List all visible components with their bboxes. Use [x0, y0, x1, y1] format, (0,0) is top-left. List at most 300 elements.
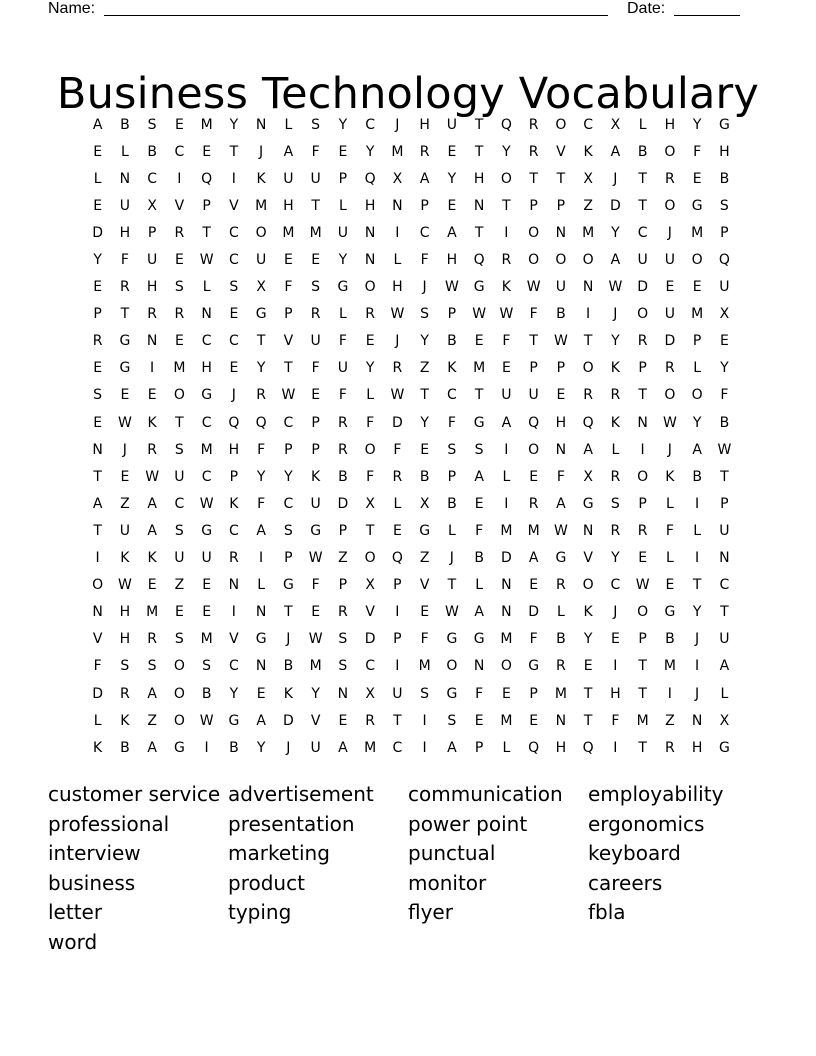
- grid-letter: E: [638, 550, 648, 567]
- grid-letter: P: [284, 306, 293, 323]
- grid-letter: E: [311, 387, 321, 404]
- grid-letter: N: [473, 658, 485, 675]
- grid-letter: G: [718, 739, 730, 756]
- grid-row: [84, 355, 738, 382]
- grid-letter: E: [147, 577, 157, 594]
- word-bank-item: monitor: [408, 870, 487, 895]
- grid-letter: W: [444, 604, 459, 621]
- grid-letter: J: [613, 306, 618, 323]
- grid-letter: E: [501, 685, 511, 702]
- grid-letter: R: [610, 387, 621, 404]
- grid-letter: O: [528, 252, 540, 269]
- grid-letter: E: [529, 712, 539, 729]
- grid-letter: Y: [338, 252, 348, 269]
- grid-letter: O: [173, 387, 185, 404]
- grid-letter: U: [337, 360, 348, 377]
- grid-letter: L: [693, 360, 702, 377]
- grid-letter: H: [283, 197, 294, 214]
- grid-letter: T: [720, 468, 729, 485]
- grid-letter: E: [120, 387, 130, 404]
- grid-letter: T: [229, 143, 239, 160]
- grid-row: [84, 626, 738, 653]
- grid-letter: B: [229, 739, 239, 756]
- grid-letter: U: [283, 170, 294, 187]
- grid-letter: A: [610, 252, 621, 269]
- grid-letter: C: [583, 116, 594, 133]
- grid-letter: Z: [120, 495, 130, 512]
- grid-letter: Y: [420, 414, 429, 431]
- grid-letter: S: [174, 441, 184, 458]
- grid-letter: B: [120, 116, 130, 133]
- grid-letter: R: [637, 333, 648, 350]
- grid-letter: R: [147, 306, 157, 323]
- grid-letter: G: [255, 631, 267, 648]
- grid-letter: H: [691, 739, 703, 756]
- grid-letter: S: [447, 712, 457, 729]
- grid-letter: M: [418, 658, 431, 675]
- grid-letter: D: [364, 631, 376, 648]
- grid-letter: R: [310, 306, 321, 323]
- grid-letter: L: [393, 495, 402, 512]
- grid-letter: H: [119, 631, 131, 648]
- grid-letter: R: [365, 306, 375, 323]
- grid-letter: B: [637, 143, 648, 160]
- grid-letter: S: [311, 279, 321, 296]
- grid-letter: N: [146, 333, 158, 350]
- grid-letter: T: [365, 522, 375, 539]
- grid-letter: C: [174, 495, 185, 512]
- grid-letter: T: [175, 414, 184, 431]
- grid-letter: Z: [665, 712, 675, 729]
- grid-letter: F: [556, 468, 565, 485]
- grid-letter: T: [284, 360, 293, 377]
- grid-letter: S: [202, 658, 212, 675]
- grid-letter: I: [695, 658, 700, 675]
- grid-letter: Z: [174, 577, 185, 594]
- word-bank-item: word: [48, 929, 98, 954]
- grid-letter: N: [501, 577, 512, 594]
- grid-letter: C: [201, 333, 212, 350]
- grid-letter: U: [446, 116, 457, 133]
- grid-letter: L: [338, 306, 347, 323]
- grid-letter: Y: [611, 550, 620, 567]
- grid-letter: O: [364, 550, 376, 567]
- grid-letter: N: [582, 279, 594, 296]
- grid-letter: S: [420, 306, 430, 323]
- word-bank-item: marketing: [228, 841, 330, 866]
- grid-letter: T: [583, 685, 593, 702]
- grid-letter: U: [310, 495, 321, 512]
- grid-letter: C: [174, 143, 185, 160]
- grid-letter: B: [338, 468, 348, 485]
- grid-letter: F: [529, 631, 538, 648]
- page-title: Business Technology Vocabulary: [56, 68, 760, 119]
- grid-letter: J: [422, 279, 427, 296]
- grid-letter: H: [228, 441, 240, 458]
- grid-letter: R: [556, 577, 566, 594]
- grid-letter: I: [395, 604, 400, 621]
- grid-letter: H: [664, 116, 676, 133]
- grid-letter: S: [474, 441, 484, 458]
- grid-letter: L: [638, 116, 647, 133]
- grid-letter: E: [474, 712, 484, 729]
- grid-letter: E: [311, 252, 321, 269]
- grid-letter: Y: [365, 360, 375, 377]
- grid-letter: Y: [692, 414, 702, 431]
- grid-letter: F: [447, 414, 456, 431]
- grid-letter: M: [309, 658, 322, 675]
- grid-letter: R: [120, 279, 130, 296]
- grid-letter: R: [583, 387, 593, 404]
- grid-letter: P: [638, 495, 647, 512]
- grid-letter: V: [310, 712, 321, 729]
- grid-letter: A: [147, 739, 157, 756]
- grid-letter: P: [529, 685, 538, 702]
- grid-letter: N: [255, 116, 267, 133]
- grid-letter: P: [474, 739, 484, 756]
- grid-letter: R: [501, 252, 512, 269]
- grid-letter: R: [120, 685, 130, 702]
- grid-letter: T: [120, 306, 130, 323]
- grid-letter: H: [419, 116, 430, 133]
- grid-letter: E: [474, 495, 484, 512]
- grid-letter: L: [93, 712, 102, 729]
- grid-letter: L: [284, 116, 293, 133]
- grid-row: [84, 192, 738, 219]
- letter-grid: [84, 111, 738, 761]
- grid-letter: V: [283, 333, 294, 350]
- grid-row: [84, 463, 738, 490]
- grid-letter: G: [310, 522, 322, 539]
- grid-letter: H: [555, 414, 567, 431]
- grid-row: [84, 165, 738, 192]
- grid-letter: P: [556, 197, 566, 214]
- grid-row: [84, 409, 738, 436]
- grid-letter: E: [147, 387, 157, 404]
- grid-letter: E: [338, 143, 348, 160]
- grid-letter: F: [311, 577, 320, 594]
- date-blank-line: [674, 0, 740, 16]
- grid-letter: U: [719, 631, 730, 648]
- grid-row: [84, 138, 738, 165]
- grid-letter: E: [93, 414, 103, 431]
- grid-letter: Y: [720, 360, 729, 377]
- grid-letter: E: [93, 360, 103, 377]
- grid-letter: A: [92, 116, 103, 133]
- grid-letter: C: [228, 522, 239, 539]
- grid-letter: R: [338, 441, 348, 458]
- grid-letter: Q: [255, 414, 267, 431]
- grid-letter: O: [528, 441, 540, 458]
- grid-letter: C: [365, 658, 376, 675]
- grid-letter: H: [119, 604, 131, 621]
- grid-letter: W: [117, 414, 132, 431]
- grid-letter: C: [283, 414, 294, 431]
- grid-row: [84, 490, 738, 517]
- grid-letter: V: [365, 604, 375, 621]
- grid-letter: K: [256, 170, 266, 187]
- grid-letter: X: [392, 170, 403, 187]
- grid-letter: A: [147, 522, 157, 539]
- grid-letter: N: [555, 441, 567, 458]
- grid-letter: W: [390, 387, 405, 404]
- grid-letter: W: [553, 333, 568, 350]
- grid-letter: T: [447, 577, 457, 594]
- grid-row: [84, 382, 738, 409]
- grid-letter: E: [447, 143, 457, 160]
- grid-letter: E: [174, 116, 184, 133]
- grid-letter: R: [665, 739, 675, 756]
- grid-letter: B: [120, 739, 130, 756]
- word-bank-item: fbla: [588, 900, 626, 925]
- grid-letter: M: [554, 685, 567, 702]
- grid-letter: A: [147, 495, 157, 512]
- grid-letter: T: [638, 197, 647, 214]
- grid-letter: M: [200, 116, 213, 133]
- grid-row: [84, 599, 738, 626]
- grid-letter: E: [202, 143, 212, 160]
- grid-letter: F: [475, 522, 484, 539]
- grid-letter: R: [229, 550, 239, 567]
- grid-letter: O: [664, 143, 676, 160]
- grid-letter: S: [120, 658, 130, 675]
- grid-letter: T: [556, 170, 566, 187]
- grid-letter: O: [582, 252, 594, 269]
- grid-letter: Y: [256, 739, 266, 756]
- grid-letter: T: [93, 468, 102, 485]
- grid-letter: S: [147, 116, 157, 133]
- grid-letter: K: [447, 360, 457, 377]
- grid-letter: R: [338, 414, 348, 431]
- grid-letter: M: [364, 739, 377, 756]
- grid-letter: O: [500, 170, 512, 187]
- grid-letter: T: [638, 739, 647, 756]
- grid-letter: J: [667, 441, 672, 458]
- grid-letter: T: [720, 604, 729, 621]
- grid-letter: G: [664, 604, 676, 621]
- grid-letter: N: [501, 604, 512, 621]
- grid-letter: Y: [284, 468, 293, 485]
- grid-letter: N: [691, 712, 703, 729]
- grid-letter: N: [364, 252, 376, 269]
- grid-letter: K: [583, 143, 593, 160]
- grid-letter: K: [93, 739, 103, 756]
- grid-letter: P: [638, 631, 647, 648]
- grid-letter: H: [610, 685, 621, 702]
- grid-letter: R: [392, 360, 403, 377]
- grid-letter: E: [229, 360, 239, 377]
- grid-letter: M: [309, 224, 322, 241]
- grid-letter: V: [174, 197, 185, 214]
- grid-letter: B: [201, 685, 212, 702]
- grid-letter: T: [638, 170, 647, 187]
- grid-letter: B: [665, 631, 675, 648]
- grid-letter: W: [145, 468, 160, 485]
- grid-letter: Q: [364, 170, 376, 187]
- grid-letter: L: [665, 550, 674, 567]
- grid-letter: Q: [391, 550, 403, 567]
- grid-letter: P: [556, 360, 566, 377]
- grid-letter: D: [528, 604, 540, 621]
- grid-letter: C: [365, 116, 376, 133]
- grid-letter: G: [555, 550, 567, 567]
- word-bank-item: typing: [228, 900, 292, 925]
- grid-letter: C: [283, 495, 294, 512]
- grid-letter: I: [422, 739, 427, 756]
- grid-letter: Y: [93, 252, 102, 269]
- grid-row: [84, 572, 738, 599]
- grid-row: [84, 707, 738, 734]
- grid-letter: K: [610, 360, 620, 377]
- grid-letter: M: [473, 360, 486, 377]
- grid-letter: N: [92, 604, 103, 621]
- grid-letter: Y: [611, 333, 620, 350]
- grid-letter: P: [284, 441, 293, 458]
- grid-letter: M: [500, 522, 513, 539]
- grid-letter: S: [610, 495, 620, 512]
- grid-letter: P: [311, 441, 320, 458]
- grid-letter: E: [229, 306, 239, 323]
- grid-letter: A: [474, 468, 484, 485]
- grid-letter: F: [611, 712, 620, 729]
- grid-letter: Y: [338, 116, 348, 133]
- grid-letter: O: [173, 658, 185, 675]
- grid-letter: T: [393, 712, 402, 729]
- grid-letter: Q: [582, 739, 594, 756]
- grid-letter: G: [201, 387, 213, 404]
- grid-letter: V: [419, 577, 430, 594]
- grid-letter: E: [420, 604, 430, 621]
- grid-letter: M: [200, 631, 213, 648]
- grid-letter: J: [667, 224, 672, 241]
- grid-letter: S: [174, 522, 184, 539]
- word-bank-item: keyboard: [588, 841, 681, 866]
- grid-letter: F: [393, 441, 402, 458]
- grid-letter: Y: [229, 116, 239, 133]
- grid-letter: I: [504, 495, 509, 512]
- grid-letter: G: [173, 739, 185, 756]
- grid-letter: R: [338, 604, 348, 621]
- grid-letter: Y: [611, 224, 620, 241]
- grid-letter: G: [419, 522, 431, 539]
- grid-letter: D: [664, 333, 676, 350]
- grid-letter: J: [395, 116, 400, 133]
- grid-letter: N: [637, 414, 648, 431]
- grid-letter: S: [174, 631, 184, 648]
- grid-letter: J: [122, 441, 127, 458]
- grid-letter: F: [420, 631, 429, 648]
- grid-letter: H: [473, 170, 485, 187]
- grid-letter: S: [719, 197, 729, 214]
- grid-letter: E: [474, 333, 484, 350]
- grid-letter: R: [528, 495, 539, 512]
- grid-letter: M: [391, 143, 404, 160]
- grid-letter: W: [199, 495, 214, 512]
- word-bank-item: presentation: [228, 811, 355, 836]
- grid-letter: F: [120, 252, 129, 269]
- grid-letter: W: [526, 279, 541, 296]
- grid-letter: E: [529, 577, 539, 594]
- grid-letter: P: [147, 224, 157, 241]
- grid-letter: X: [719, 712, 730, 729]
- grid-letter: J: [613, 604, 618, 621]
- grid-letter: R: [92, 333, 103, 350]
- grid-letter: I: [504, 224, 509, 241]
- grid-letter: O: [500, 658, 512, 675]
- grid-letter: N: [119, 170, 131, 187]
- grid-letter: C: [147, 170, 158, 187]
- grid-letter: L: [720, 685, 729, 702]
- grid-letter: K: [147, 550, 157, 567]
- grid-letter: Y: [420, 333, 429, 350]
- grid-letter: L: [202, 279, 211, 296]
- grid-letter: L: [93, 170, 102, 187]
- grid-letter: S: [447, 441, 457, 458]
- grid-letter: S: [174, 279, 184, 296]
- grid-letter: F: [420, 252, 429, 269]
- grid-letter: U: [201, 550, 212, 567]
- grid-letter: F: [338, 333, 347, 350]
- grid-letter: E: [256, 685, 266, 702]
- grid-letter: I: [395, 658, 400, 675]
- grid-letter: A: [501, 414, 512, 431]
- grid-letter: T: [638, 658, 647, 675]
- grid-letter: L: [556, 604, 565, 621]
- grid-letter: L: [338, 197, 347, 214]
- grid-letter: J: [695, 631, 700, 648]
- grid-letter: T: [284, 604, 293, 621]
- grid-letter: P: [338, 170, 348, 187]
- grid-letter: S: [93, 387, 103, 404]
- grid-letter: O: [173, 712, 185, 729]
- grid-letter: E: [174, 333, 184, 350]
- grid-letter: E: [665, 279, 675, 296]
- grid-letter: I: [231, 604, 236, 621]
- grid-letter: N: [582, 522, 594, 539]
- grid-letter: Y: [583, 631, 593, 648]
- grid-letter: W: [553, 522, 568, 539]
- grid-letter: W: [608, 279, 623, 296]
- grid-letter: T: [583, 333, 593, 350]
- grid-letter: Y: [365, 143, 375, 160]
- word-bank-item: employability: [588, 782, 724, 806]
- grid-letter: I: [259, 550, 264, 567]
- grid-row: [84, 517, 738, 544]
- grid-letter: E: [665, 577, 675, 594]
- grid-letter: S: [147, 658, 157, 675]
- grid-letter: J: [695, 685, 700, 702]
- grid-letter: P: [311, 414, 320, 431]
- grid-letter: C: [419, 224, 430, 241]
- grid-letter: P: [529, 360, 538, 377]
- grid-letter: E: [692, 279, 702, 296]
- grid-letter: O: [582, 577, 594, 594]
- grid-letter: K: [147, 414, 157, 431]
- grid-letter: J: [286, 631, 291, 648]
- grid-letter: W: [308, 631, 323, 648]
- grid-row: [84, 653, 738, 680]
- grid-letter: R: [419, 143, 430, 160]
- grid-letter: I: [177, 170, 182, 187]
- grid-letter: X: [147, 197, 157, 214]
- grid-letter: M: [500, 631, 513, 648]
- grid-letter: S: [338, 631, 348, 648]
- grid-letter: L: [447, 522, 456, 539]
- grid-letter: E: [447, 197, 457, 214]
- grid-letter: D: [500, 550, 512, 567]
- grid-letter: T: [638, 685, 647, 702]
- grid-letter: F: [311, 143, 320, 160]
